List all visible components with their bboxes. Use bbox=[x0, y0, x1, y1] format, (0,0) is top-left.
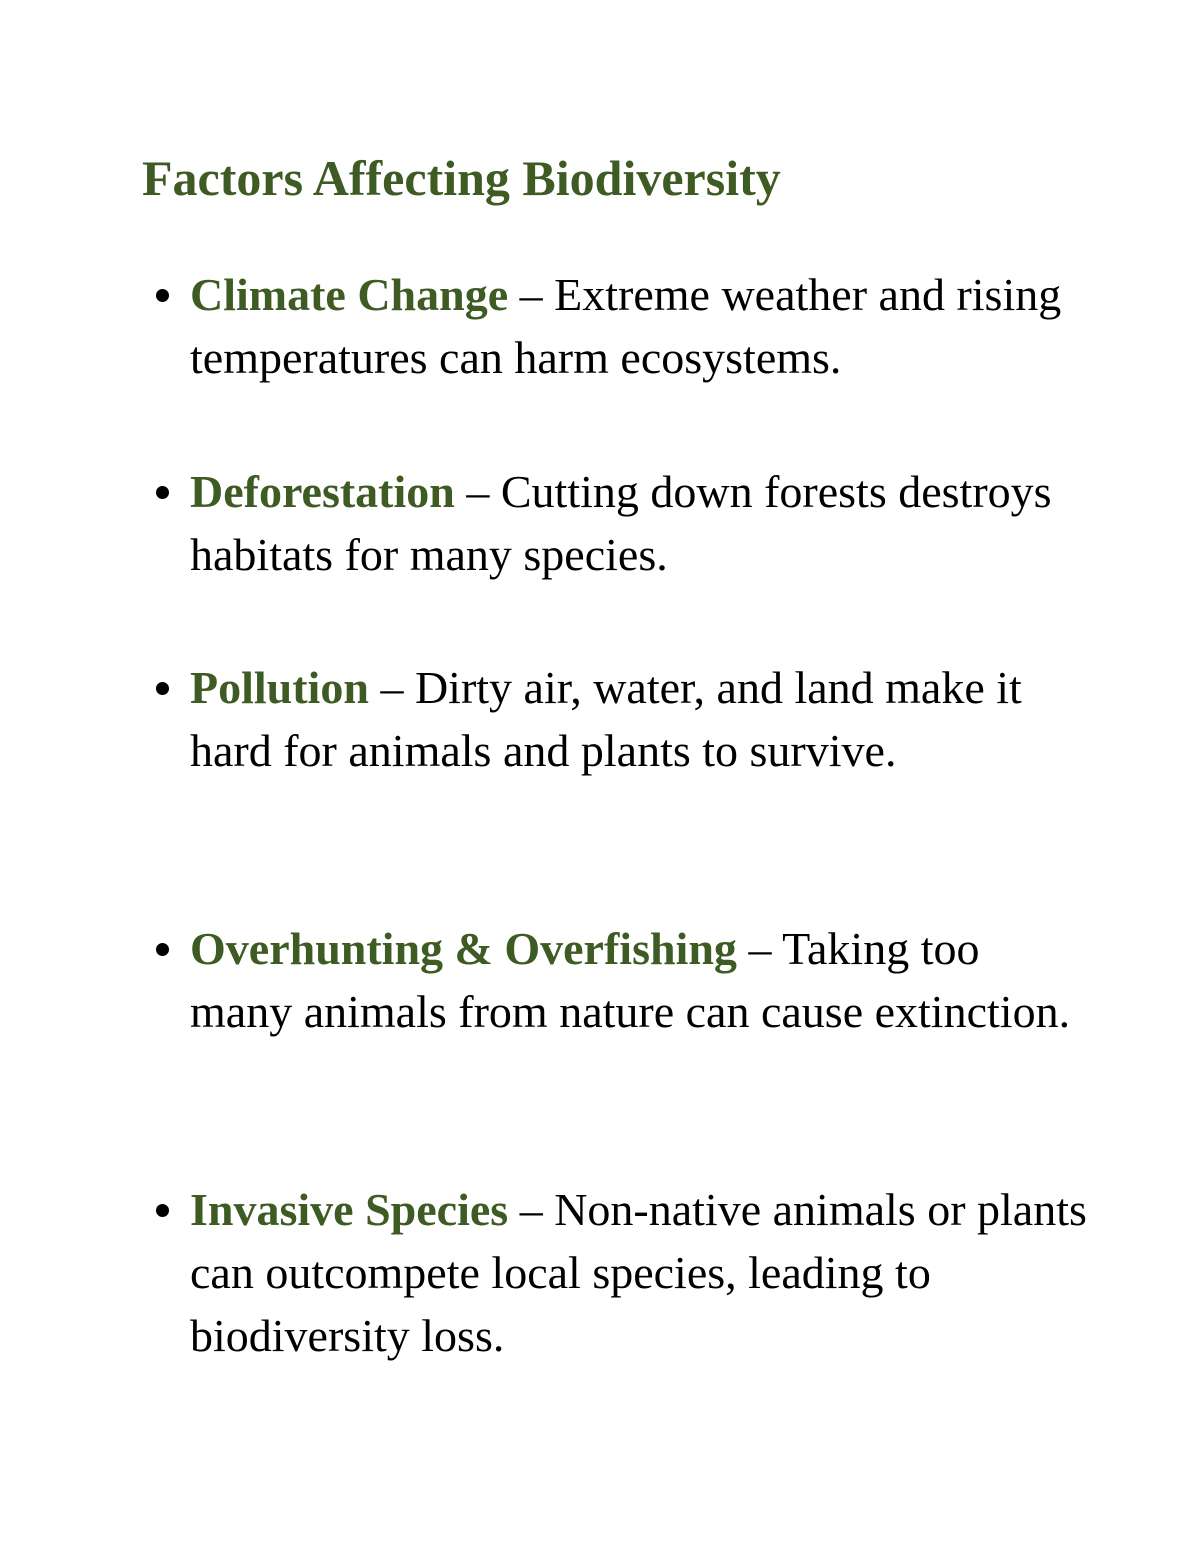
factor-term: Pollution bbox=[190, 662, 369, 713]
factor-term: Invasive Species bbox=[190, 1184, 509, 1235]
bullet-icon bbox=[156, 289, 169, 302]
list-item-pollution bbox=[190, 656, 1090, 782]
separator: – bbox=[519, 1184, 543, 1235]
list-item-climate-change bbox=[190, 263, 1090, 389]
factor-description: Dirty air, water, and land make it hard for animals and plants to survive. bbox=[190, 662, 1022, 776]
factor-term: Deforestation bbox=[190, 466, 455, 517]
factor-term: Overhunting & Overfishing bbox=[190, 923, 737, 974]
bullet-icon bbox=[156, 486, 169, 499]
factor-description: Non-native animals or plants can outcompete local species, leading to biodiversity loss. bbox=[190, 1184, 1087, 1361]
bullet-icon bbox=[156, 1204, 169, 1217]
separator: – bbox=[748, 923, 772, 974]
factor-description: Taking too many animals from nature can cause extinction. bbox=[190, 923, 1071, 1037]
list-item-overhunting-overfishing bbox=[190, 917, 1090, 1043]
bullet-icon bbox=[156, 943, 169, 956]
separator: – bbox=[380, 662, 404, 713]
factor-description: Extreme weather and rising temperatures can harm ecosystems. bbox=[190, 269, 1062, 383]
page-title: Factors Affecting Biodiversity bbox=[142, 150, 781, 206]
factor-description: Cutting down forests destroys habitats for many species. bbox=[190, 466, 1052, 580]
list-item-invasive-species bbox=[190, 1178, 1090, 1367]
separator: – bbox=[466, 466, 490, 517]
list-item-deforestation bbox=[190, 460, 1090, 586]
factor-term: Climate Change bbox=[190, 269, 509, 320]
separator: – bbox=[519, 269, 543, 320]
bullet-icon bbox=[156, 682, 169, 695]
